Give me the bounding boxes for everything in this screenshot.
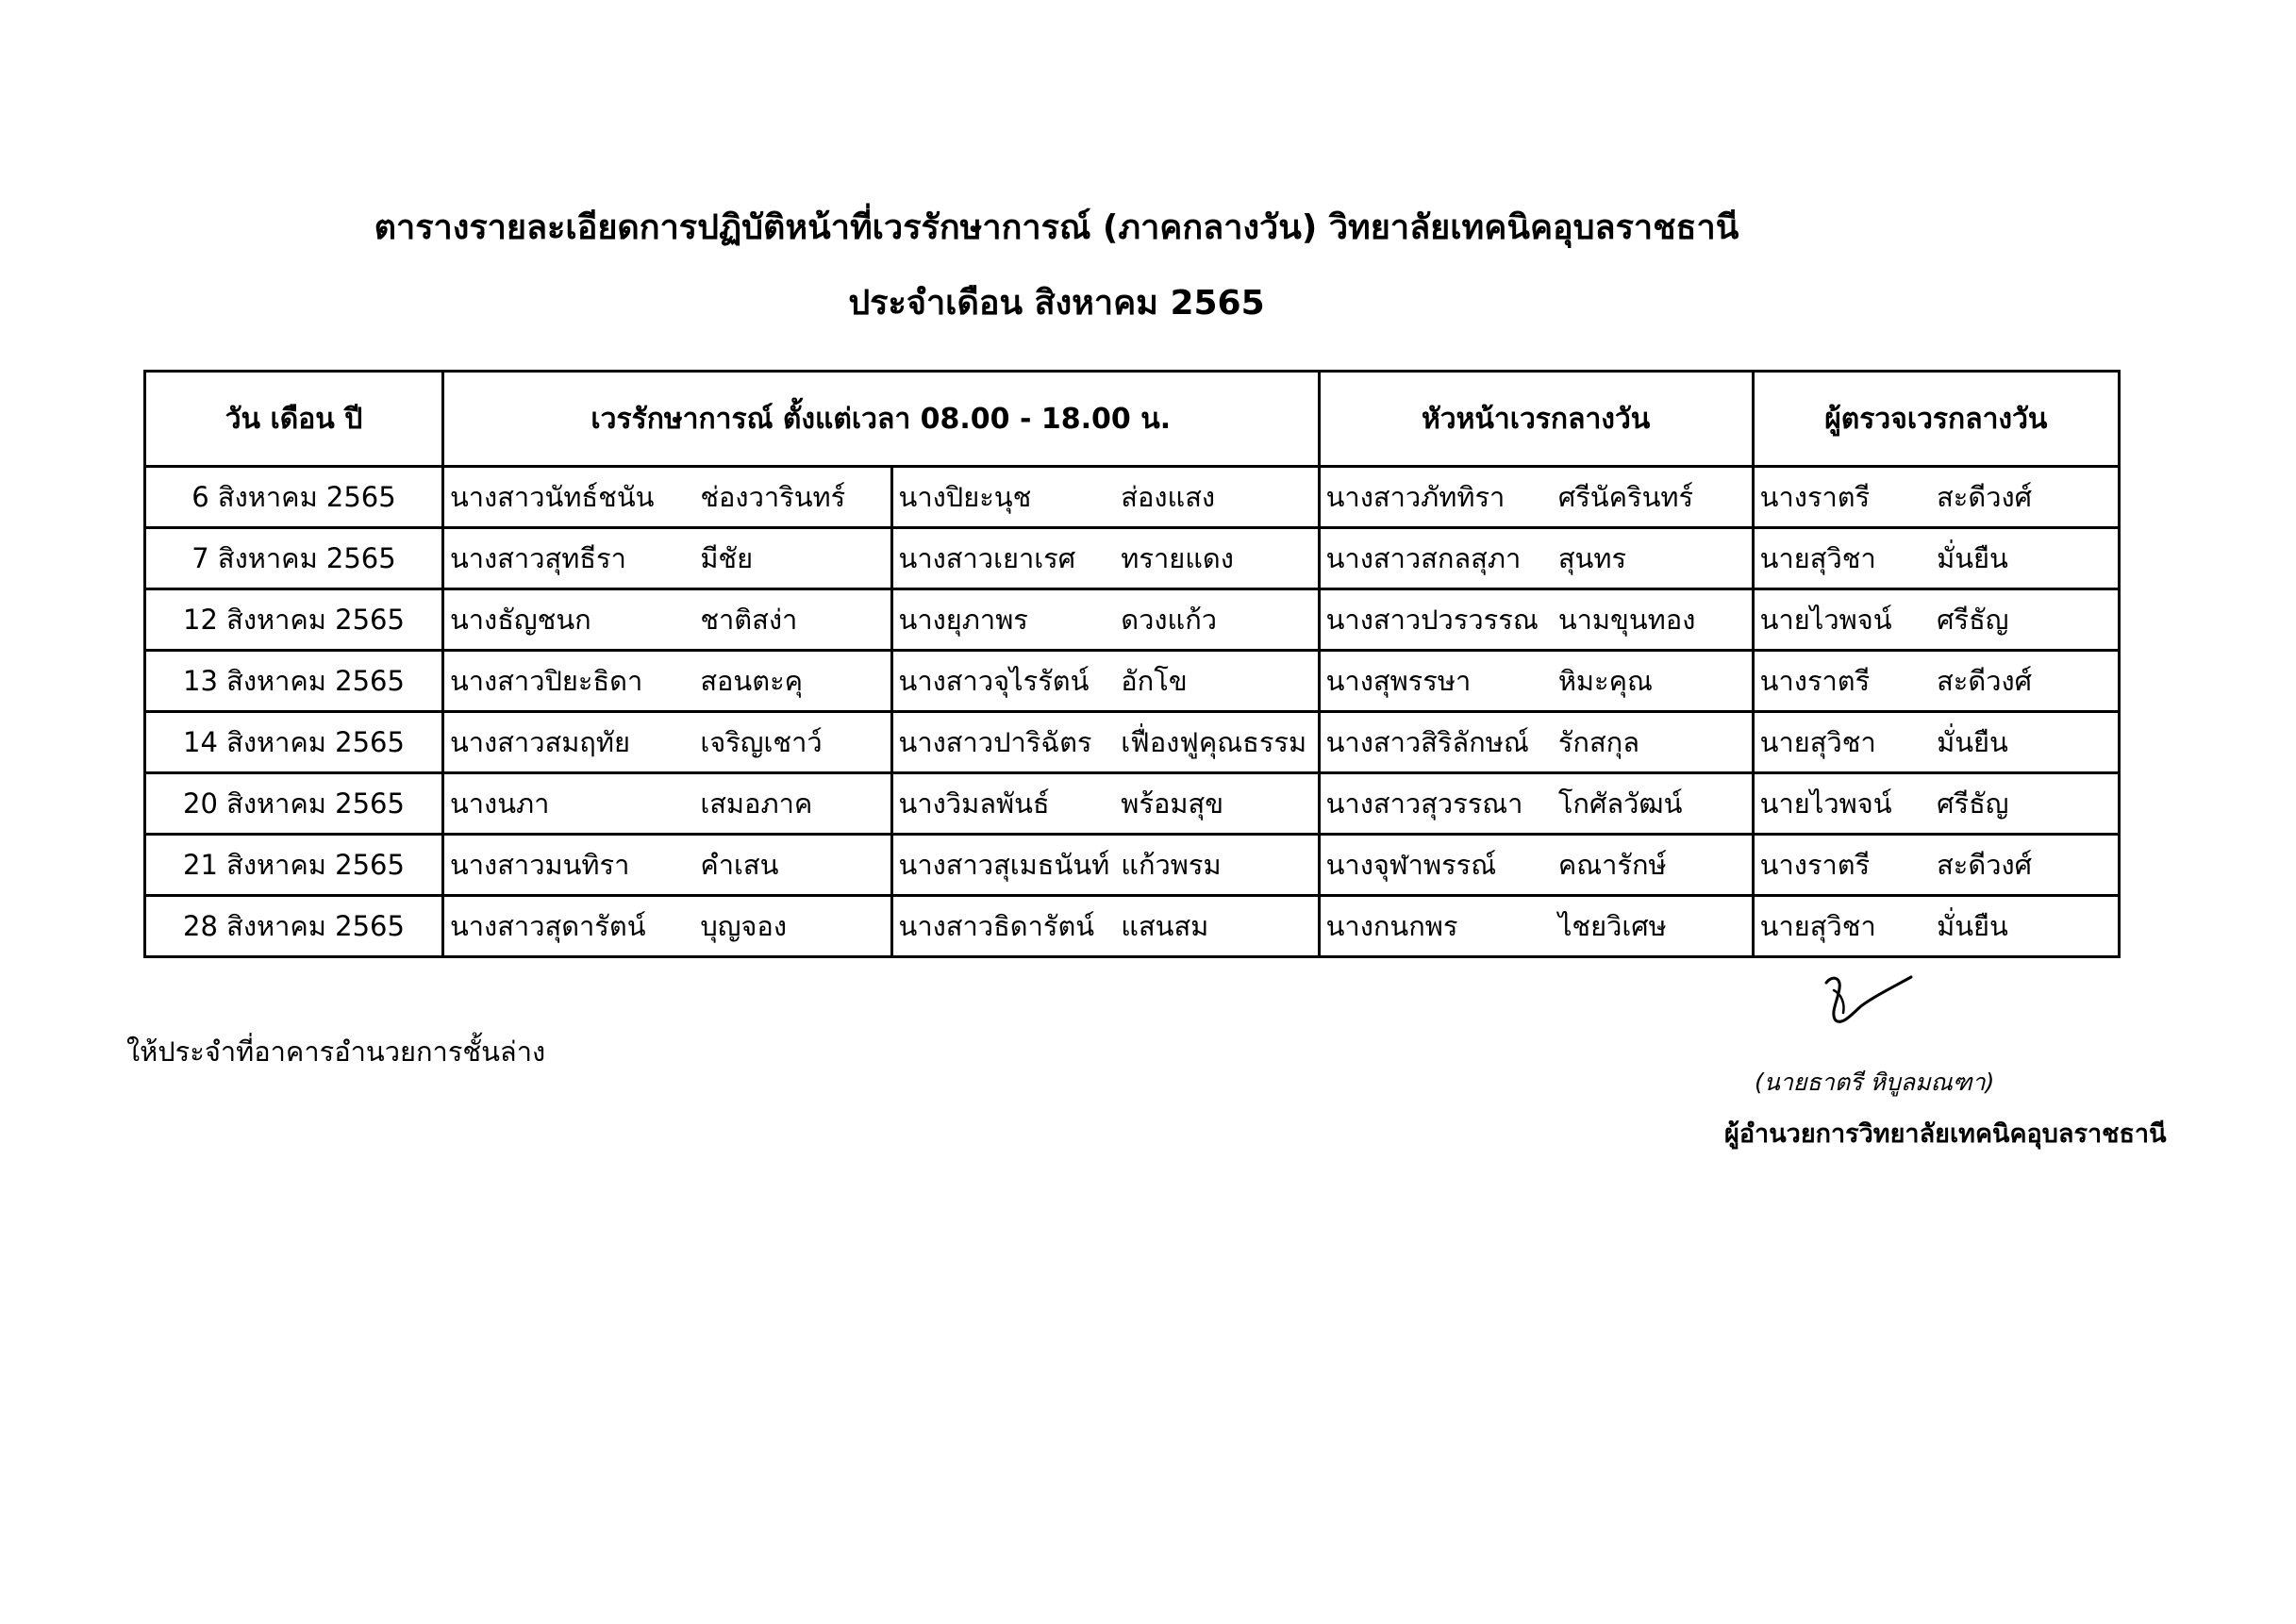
- column-header-inspector: ผู้ตรวจเวรกลางวัน: [1753, 372, 2119, 467]
- cell-head-first: นางสาวสกลสุภา: [1319, 528, 1553, 589]
- cell-head-last: สุนทร: [1553, 528, 1753, 589]
- cell-guard1-last: สอนตะคุ: [694, 651, 891, 712]
- cell-head-last: รักสกุล: [1553, 712, 1753, 773]
- cell-guard1-last: มีชัย: [694, 528, 891, 589]
- cell-guard2-last: ทรายแดง: [1115, 528, 1319, 589]
- cell-inspector-first: นายไวพจน์: [1753, 773, 1931, 835]
- cell-guard1-first: นางธัญชนก: [442, 589, 694, 651]
- cell-guard1-last: เจริญเชาว์: [694, 712, 891, 773]
- cell-guard2-last: แสนสม: [1115, 896, 1319, 957]
- cell-date: 21 สิงหาคม 2565: [145, 835, 443, 896]
- cell-date: 14 สิงหาคม 2565: [145, 712, 443, 773]
- cell-inspector-last: สะดีวงศ์: [1931, 835, 2119, 896]
- page-title: ตารางรายละเอียดการปฏิบัติหน้าที่เวรรักษาการณ์ (ภาคกลางวัน) วิทยาลัยเทคนิคอุบลราชธานี: [374, 208, 1739, 247]
- cell-guard1-first: นางสาวปิยะธิดา: [442, 651, 694, 712]
- cell-head-first: นางสาวปวรวรรณ: [1319, 589, 1553, 651]
- cell-inspector-first: นายสุวิชา: [1753, 528, 1931, 589]
- cell-guard2-first: นางสาวจุไรรัตน์: [891, 651, 1115, 712]
- cell-guard1-first: นางสาวนัทธ์ชนัน: [442, 467, 694, 528]
- location-note: ให้ประจำที่อาคารอำนวยการชั้นล่าง: [126, 1036, 546, 1068]
- cell-date: 7 สิงหาคม 2565: [145, 528, 443, 589]
- duty-table: [143, 370, 2121, 958]
- signature-mark: [1821, 971, 1915, 1028]
- cell-guard2-last: เฟื่องฟูคุณธรรม: [1115, 712, 1319, 773]
- table-row: [145, 467, 2120, 528]
- table-row: [145, 651, 2120, 712]
- cell-guard1-first: นางสาวสุทธีรา: [442, 528, 694, 589]
- table-header-row: [145, 372, 2120, 467]
- table-row: [145, 896, 2120, 957]
- cell-inspector-last: ศรีธัญ: [1931, 589, 2119, 651]
- cell-guard2-first: นางยุภาพร: [891, 589, 1115, 651]
- cell-head-last: คณารักษ์: [1553, 835, 1753, 896]
- column-header-date: วัน เดือน ปี: [145, 372, 443, 467]
- cell-inspector-first: นายสุวิชา: [1753, 712, 1931, 773]
- cell-guard1-last: ชาติสง่า: [694, 589, 891, 651]
- cell-head-first: นางสาวสุวรรณา: [1319, 773, 1553, 835]
- column-header-head: หัวหน้าเวรกลางวัน: [1319, 372, 1753, 467]
- cell-date: 20 สิงหาคม 2565: [145, 773, 443, 835]
- cell-head-last: ศรีนัครินทร์: [1553, 467, 1753, 528]
- cell-guard2-last: พร้อมสุข: [1115, 773, 1319, 835]
- cell-guard1-last: เสมอภาค: [694, 773, 891, 835]
- cell-head-first: นางสุพรรษา: [1319, 651, 1553, 712]
- cell-inspector-first: นายไวพจน์: [1753, 589, 1931, 651]
- cell-guard2-first: นางสาวเยาเรศ: [891, 528, 1115, 589]
- cell-head-last: โกศัลวัฒน์: [1553, 773, 1753, 835]
- cell-guard2-last: ดวงแก้ว: [1115, 589, 1319, 651]
- cell-inspector-last: สะดีวงศ์: [1931, 467, 2119, 528]
- column-header-guard: เวรรักษาการณ์ ตั้งแต่เวลา 08.00 - 18.00 น.: [442, 372, 1319, 467]
- cell-inspector-last: สะดีวงศ์: [1931, 651, 2119, 712]
- cell-head-last: หิมะคุณ: [1553, 651, 1753, 712]
- cell-inspector-last: ศรีธัญ: [1931, 773, 2119, 835]
- cell-inspector-last: มั่นยืน: [1931, 528, 2119, 589]
- cell-guard1-first: นางนภา: [442, 773, 694, 835]
- cell-head-first: นางกนกพร: [1319, 896, 1553, 957]
- cell-guard1-last: บุญจอง: [694, 896, 891, 957]
- table-row: [145, 528, 2120, 589]
- cell-guard2-first: นางปิยะนุช: [891, 467, 1115, 528]
- cell-head-first: นางจุฬาพรรณ์: [1319, 835, 1553, 896]
- cell-date: 12 สิงหาคม 2565: [145, 589, 443, 651]
- page-subtitle: ประจำเดือน สิงหาคม 2565: [848, 284, 1265, 323]
- cell-inspector-first: นางราตรี: [1753, 467, 1931, 528]
- cell-head-last: นามขุนทอง: [1553, 589, 1753, 651]
- table-row: [145, 773, 2120, 835]
- cell-date: 28 สิงหาคม 2565: [145, 896, 443, 957]
- cell-date: 6 สิงหาคม 2565: [145, 467, 443, 528]
- cell-head-first: นางสาวภัททิรา: [1319, 467, 1553, 528]
- cell-guard1-first: นางสาวมนทิรา: [442, 835, 694, 896]
- cell-head-first: นางสาวสิริลักษณ์: [1319, 712, 1553, 773]
- cell-guard2-first: นางสาวธิดารัตน์: [891, 896, 1115, 957]
- cell-guard2-first: นางวิมลพันธ์: [891, 773, 1115, 835]
- cell-guard1-last: คำเสน: [694, 835, 891, 896]
- signer-position: ผู้อำนวยการวิทยาลัยเทคนิคอุบลราชธานี: [1724, 1119, 2167, 1149]
- table-row: [145, 835, 2120, 896]
- cell-date: 13 สิงหาคม 2565: [145, 651, 443, 712]
- cell-guard2-first: นางสาวปาริฉัตร: [891, 712, 1115, 773]
- cell-inspector-last: มั่นยืน: [1931, 896, 2119, 957]
- table-row: [145, 712, 2120, 773]
- signer-name: (นายธาตรี หิบูลมณฑา): [1755, 1069, 1995, 1096]
- cell-inspector-first: นายสุวิชา: [1753, 896, 1931, 957]
- cell-guard2-last: อักโข: [1115, 651, 1319, 712]
- cell-inspector-first: นางราตรี: [1753, 835, 1931, 896]
- cell-guard1-first: นางสาวสุดารัตน์: [442, 896, 694, 957]
- cell-head-last: ไชยวิเศษ: [1553, 896, 1753, 957]
- cell-inspector-first: นางราตรี: [1753, 651, 1931, 712]
- cell-guard2-last: ส่องแสง: [1115, 467, 1319, 528]
- cell-guard1-last: ช่องวารินทร์: [694, 467, 891, 528]
- cell-guard1-first: นางสาวสมฤทัย: [442, 712, 694, 773]
- cell-guard2-first: นางสาวสุเมธนันท์: [891, 835, 1115, 896]
- cell-guard2-last: แก้วพรม: [1115, 835, 1319, 896]
- cell-inspector-last: มั่นยืน: [1931, 712, 2119, 773]
- table-row: [145, 589, 2120, 651]
